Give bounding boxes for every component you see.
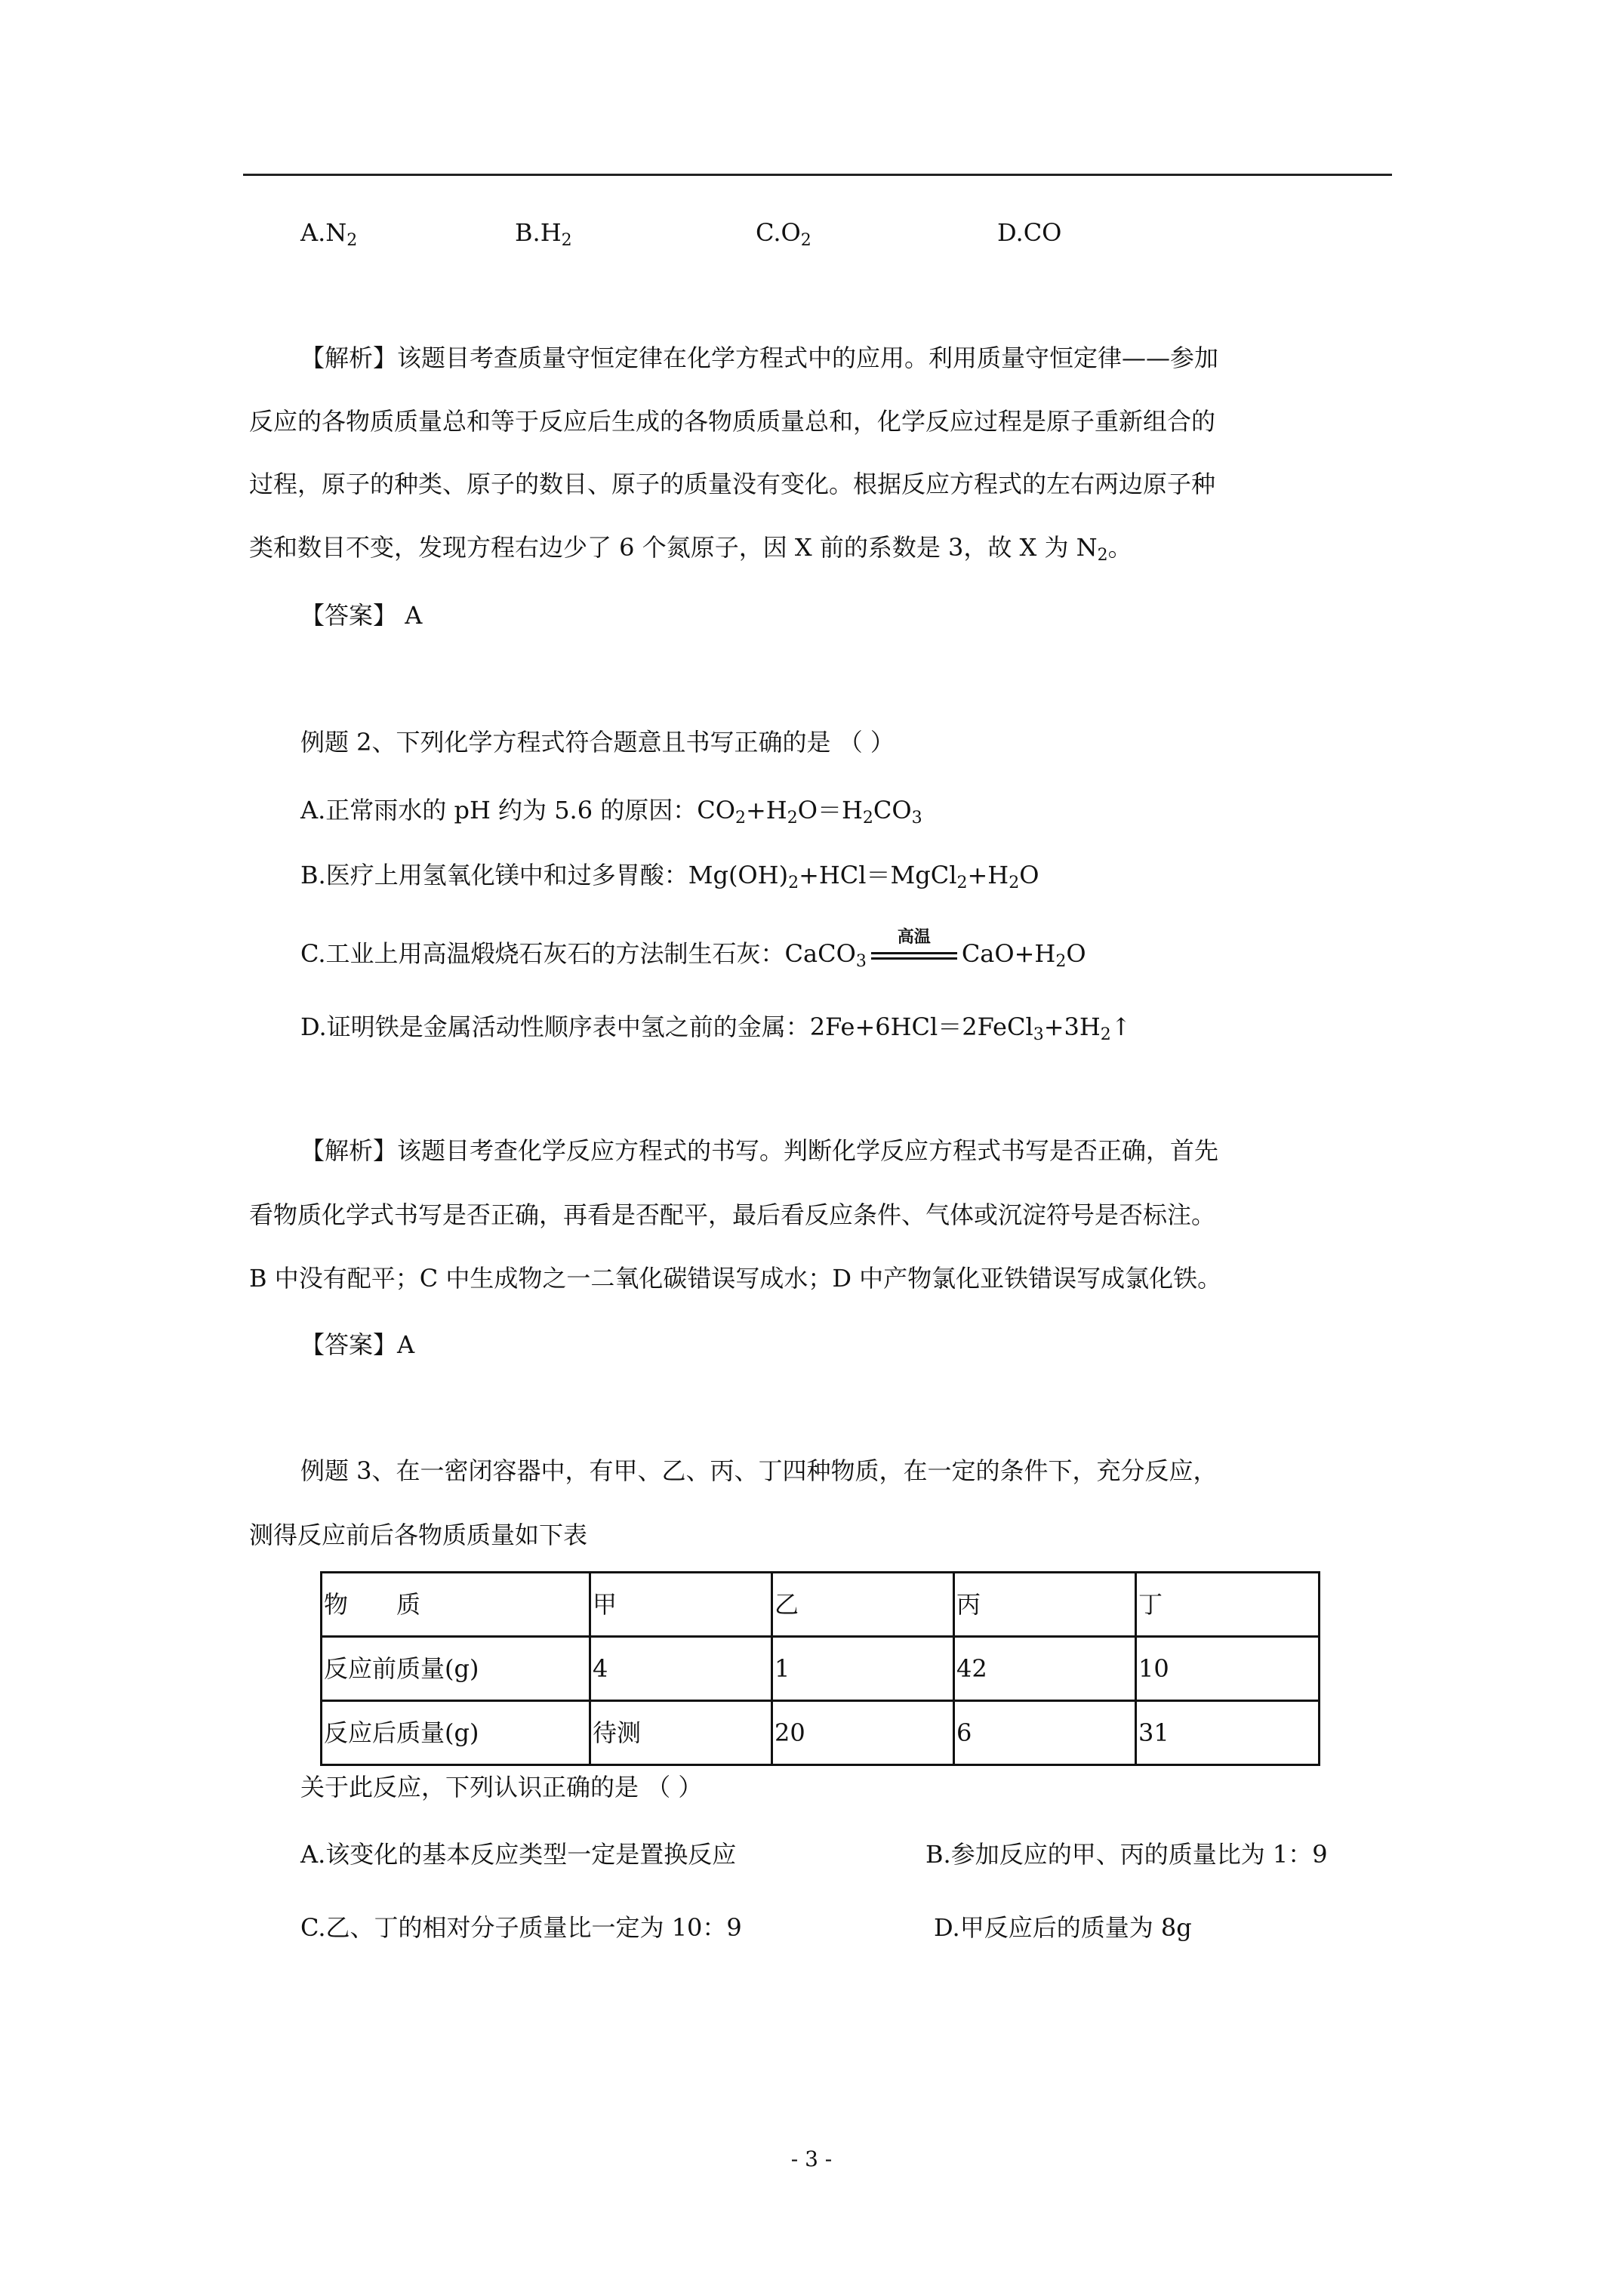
table-cell: 1 xyxy=(772,1637,954,1701)
table-header-cell: 丁 xyxy=(1136,1573,1320,1637)
example2-option-b: B.医疗上用氢氧化镁中和过多胃酸：$Mg(OH)_2+HCl=MgCl_2+H_2O$ xyxy=(300,861,1039,892)
table-cell: 反应后质量(g) xyxy=(322,1701,590,1765)
example2-option-d: D.证明铁是金属活动性顺序表中氢之前的金属：$2Fe+6HCl=2FeCl_3+3H_2↑$ xyxy=(300,1012,1132,1044)
example3-question: 关于此反应，下列认识正确的是 （ ） xyxy=(300,1773,703,1801)
example2-option-c: C.工业上用高温煅烧石灰石的方法制生石灰：CaCO$_3$ 高温 $CaO+H_2O$ xyxy=(300,928,1086,971)
example2-option-a: A.正常雨水的 pH 约为 5.6 的原因：$CO_2+H_2O=H_2CO_3$ xyxy=(300,796,922,827)
table-header-cell: 物 质 xyxy=(322,1573,590,1637)
q1-option-c: $C.O_2$ xyxy=(756,218,812,250)
page-number: - 3 - xyxy=(790,2147,833,2171)
example3-option-d: D.甲反应后的质量为 8g xyxy=(934,1913,1192,1942)
table-cell: 待测 xyxy=(590,1701,772,1765)
analysis2-line1: 【解析】该题目考查化学反应方程式的书写。判断化学反应方程式书写是否正确，首先 xyxy=(300,1136,1219,1165)
analysis1-line1: 【解析】该题目考查质量守恒定律在化学方程式中的应用。利用质量守恒定律——参加 xyxy=(300,344,1219,372)
answer2 xyxy=(300,1328,414,1361)
analysis2-line3: B 中没有配平；C 中生成物之一二氧化碳错误写成水；D 中产物氯化亚铁错误写成氯化铁。 xyxy=(249,1264,1222,1293)
table-header-cell: 乙 xyxy=(772,1573,954,1637)
example3-option-a: A.该变化的基本反应类型一定是置换反应 xyxy=(300,1840,737,1869)
equals-bar-bottom xyxy=(871,957,957,960)
table-row xyxy=(322,1637,1320,1701)
example3-option-c: C.乙、丁的相对分子质量比一定为 10：9 xyxy=(300,1913,742,1942)
mass-table xyxy=(320,1571,1320,1766)
answer1-tag: 【答案】 xyxy=(300,601,398,630)
q1-option-b: $B.H_2$ xyxy=(515,218,572,250)
answer1 xyxy=(300,599,422,632)
table-cell: 20 xyxy=(772,1701,954,1765)
equals-bar-top xyxy=(871,952,957,954)
example3-stem-line2: 测得反应前后各物质质量如下表 xyxy=(249,1521,588,1549)
analysis2-line2: 看物质化学式书写是否正确，再看是否配平，最后看反应条件、气体或沉淀符号是否标注。 xyxy=(249,1200,1216,1229)
header-rule xyxy=(243,174,1392,176)
q1-option-a: $A.N_2$ xyxy=(300,218,358,250)
table-cell: 4 xyxy=(590,1637,772,1701)
answer1-value: A xyxy=(397,601,423,630)
analysis1-line4: 类和数目不变，发现方程右边少了 6 个氮原子，因 X 前的系数是 3，故 X 为 $N_2$。 xyxy=(249,533,1132,565)
table-header-row xyxy=(322,1573,1320,1637)
table-cell: 10 xyxy=(1136,1637,1320,1701)
table-row xyxy=(322,1701,1320,1765)
reaction-condition xyxy=(870,928,959,970)
analysis2-tag: 【解析】 xyxy=(300,1136,398,1165)
answer2-value: A xyxy=(397,1330,415,1359)
table-cell: 6 xyxy=(954,1701,1136,1765)
answer2-tag: 【答案】 xyxy=(300,1330,398,1359)
table-header-cell: 甲 xyxy=(590,1573,772,1637)
reaction-condition-label: 高温 xyxy=(897,928,931,947)
analysis1-tag: 【解析】 xyxy=(300,344,398,372)
up-arrow-icon: ↑ xyxy=(1110,1012,1132,1041)
table-cell: 反应前质量(g) xyxy=(322,1637,590,1701)
analysis1-line3: 过程，原子的种类、原子的数目、原子的质量没有变化。根据反应方程式的左右两边原子种 xyxy=(249,470,1216,498)
example3-option-b: B.参加反应的甲、丙的质量比为 1：9 xyxy=(925,1840,1328,1869)
q1-option-d: D.CO xyxy=(997,218,1062,247)
example2-stem: 例题 2、下列化学方程式符合题意且书写正确的是 （ ） xyxy=(300,728,895,757)
table-header-cell: 丙 xyxy=(954,1573,1136,1637)
table-cell: 42 xyxy=(954,1637,1136,1701)
analysis1-line2: 反应的各物质质量总和等于反应后生成的各物质质量总和，化学反应过程是原子重新组合的 xyxy=(249,407,1216,436)
table-cell: 31 xyxy=(1136,1701,1320,1765)
example3-stem-line1: 例题 3、在一密闭容器中，有甲、乙、丙、丁四种物质，在一定的条件下，充分反应， xyxy=(300,1456,1218,1485)
